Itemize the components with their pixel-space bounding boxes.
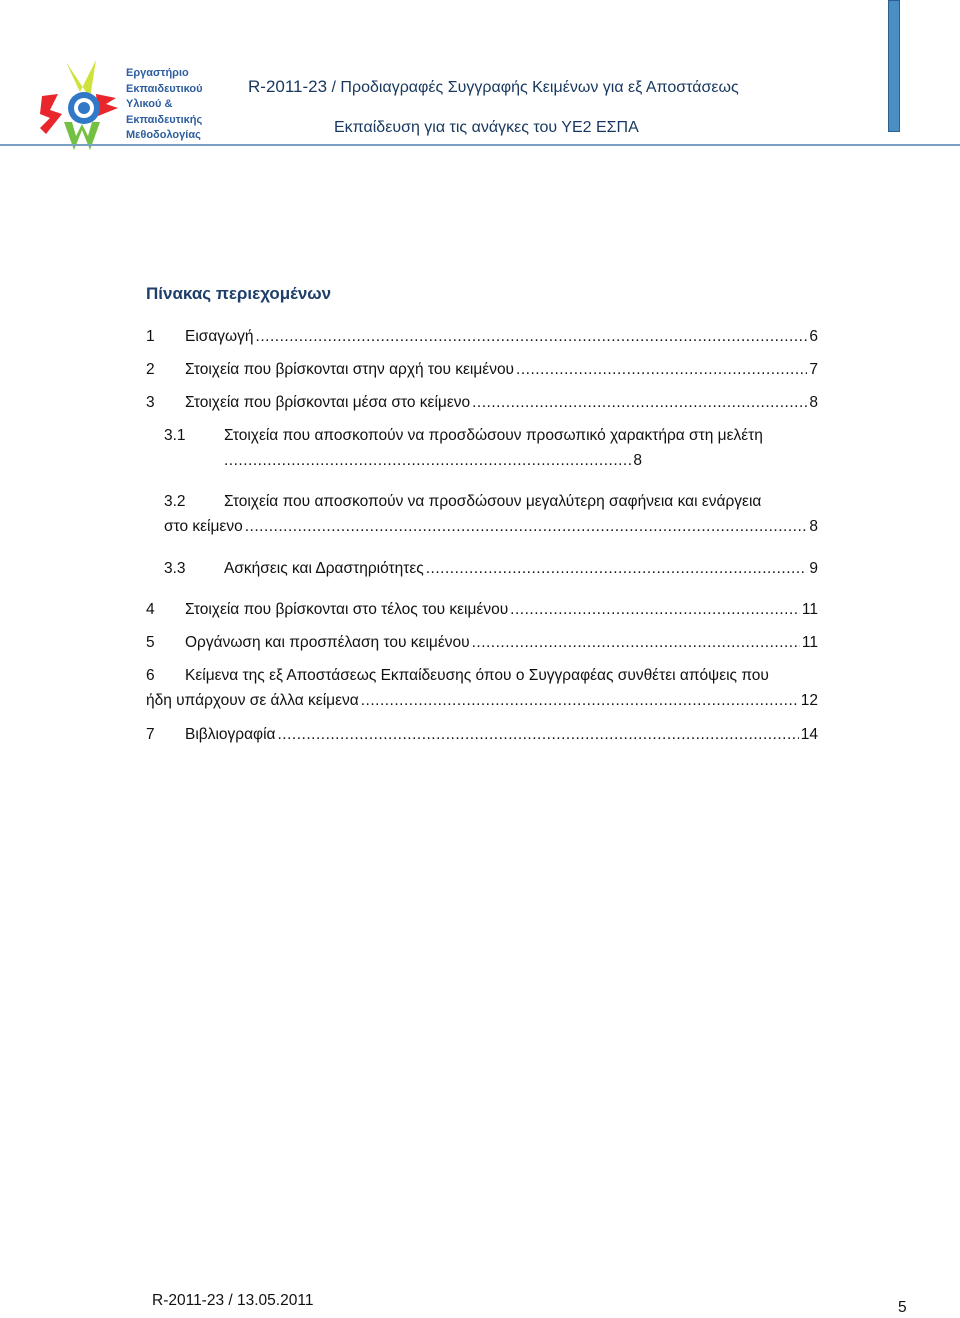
toc-leader-dots — [472, 631, 800, 655]
toc-entry-title: Στοιχεία που αποσκοπούν να προσδώσουν μεγαλύτερη σαφήνεια και ενάργεια — [224, 493, 762, 510]
lab-logo — [36, 58, 211, 154]
toc-entry-page: 7 — [809, 361, 818, 378]
toc-entry-page: 8 — [633, 452, 642, 469]
toc-entry-number: 4 — [146, 601, 155, 618]
toc-entry[interactable] — [146, 664, 769, 688]
toc-entry-title: Βιβλιογραφία — [185, 726, 276, 743]
toc-entry[interactable] — [164, 490, 761, 514]
toc-entry-continuation[interactable] — [146, 689, 818, 713]
toc-entry-continuation[interactable] — [164, 515, 818, 539]
header-divider — [0, 144, 960, 146]
toc-entry-number: 3.3 — [164, 560, 186, 577]
footer-document-code: R-2011-23 / 13.05.2011 — [152, 1292, 314, 1309]
toc-entry-title: Στοιχεία που βρίσκονται στην αρχή του κειμένου — [185, 361, 515, 378]
logo-line: Εκπαιδευτικής — [126, 113, 203, 126]
toc-entry[interactable] — [146, 631, 818, 655]
toc-entry-title: Κείμενα της εξ Αποστάσεως Εκπαίδευσης όπου ο Συγγραφέας συνθέτει απόψεις που — [185, 667, 769, 684]
logo-line: Μεθοδολογίας — [126, 129, 201, 141]
logo-3em-icon — [36, 58, 128, 154]
document-subtitle: Εκπαίδευση για τις ανάγκες του ΥΕ2 ΕΣΠΑ — [334, 119, 639, 136]
toc-leader-dots — [510, 598, 800, 622]
toc-entry[interactable] — [164, 557, 818, 581]
toc-entry-page: 12 — [800, 692, 818, 709]
document-title-text: Προδιαγραφές Συγγραφής Κειμένων για εξ Αποστάσεως — [340, 79, 739, 96]
title-separator: / — [327, 79, 341, 96]
logo-line: Υλικού & — [126, 98, 173, 110]
toc-leader-dots — [472, 391, 807, 415]
document-code: R-2011-23 — [248, 77, 328, 96]
footer-page-number: 5 — [898, 1299, 907, 1316]
toc-entry[interactable] — [164, 424, 763, 448]
toc-entry[interactable] — [146, 358, 818, 382]
toc-entry-page: 8 — [809, 518, 818, 535]
toc-entry-page: 14 — [800, 726, 818, 743]
toc-leader-dots — [224, 449, 631, 473]
toc-entry-page: 8 — [809, 394, 818, 411]
toc-entry-title: Στοιχεία που βρίσκονται στο τέλος του κειμένου — [185, 601, 509, 618]
toc-leader-dots — [361, 689, 799, 713]
toc-leader-dots — [516, 358, 807, 382]
toc-entry-number: 3.2 — [164, 493, 186, 510]
toc-entry-title: Ασκήσεις και Δραστηριότητες — [224, 560, 424, 577]
toc-entry[interactable] — [146, 598, 818, 622]
header-accent-bar — [888, 0, 900, 132]
toc-entry[interactable] — [146, 325, 818, 349]
toc-entry-number: 5 — [146, 634, 155, 651]
toc-entry-page: 11 — [801, 601, 818, 618]
logo-text — [126, 66, 216, 144]
toc-entry-page: 6 — [809, 328, 818, 345]
toc-entry-page: 11 — [801, 634, 818, 651]
toc-entry[interactable] — [146, 391, 818, 415]
page-header — [0, 0, 960, 150]
toc-leader-dots — [426, 557, 808, 581]
toc-entry[interactable] — [146, 723, 818, 747]
toc-entry-title: ήδη υπάρχουν σε άλλα κείμενα — [146, 692, 359, 709]
logo-line: Εργαστήριο — [126, 67, 189, 79]
toc-entry-page: 9 — [809, 560, 818, 577]
logo-line: Εκπαιδευτικού — [126, 82, 203, 95]
toc-entry-continuation[interactable] — [224, 449, 642, 473]
toc-entry-title: Στοιχεία που αποσκοπούν να προσδώσουν προσωπικό χαρακτήρα στη μελέτη — [224, 427, 763, 444]
toc-entry-title: στο κείμενο — [164, 518, 243, 535]
toc-leader-dots — [245, 515, 808, 539]
toc-entry-number: 6 — [146, 667, 155, 684]
toc-entry-number: 3 — [146, 394, 155, 411]
toc-entry-title: Οργάνωση και προσπέλαση του κειμένου — [185, 634, 470, 651]
toc-entry-number: 2 — [146, 361, 155, 378]
toc-leader-dots — [278, 723, 799, 747]
toc-entry-title: Στοιχεία που βρίσκονται μέσα στο κείμενο — [185, 394, 471, 411]
toc-heading: Πίνακας περιεχομένων — [146, 284, 332, 303]
toc-leader-dots — [256, 325, 808, 349]
toc-entry-number: 3.1 — [164, 427, 186, 444]
toc-entry-title: Εισαγωγή — [185, 328, 254, 345]
toc-entry-number: 1 — [146, 328, 155, 345]
toc-entry-number: 7 — [146, 726, 155, 743]
document-title — [248, 77, 739, 97]
